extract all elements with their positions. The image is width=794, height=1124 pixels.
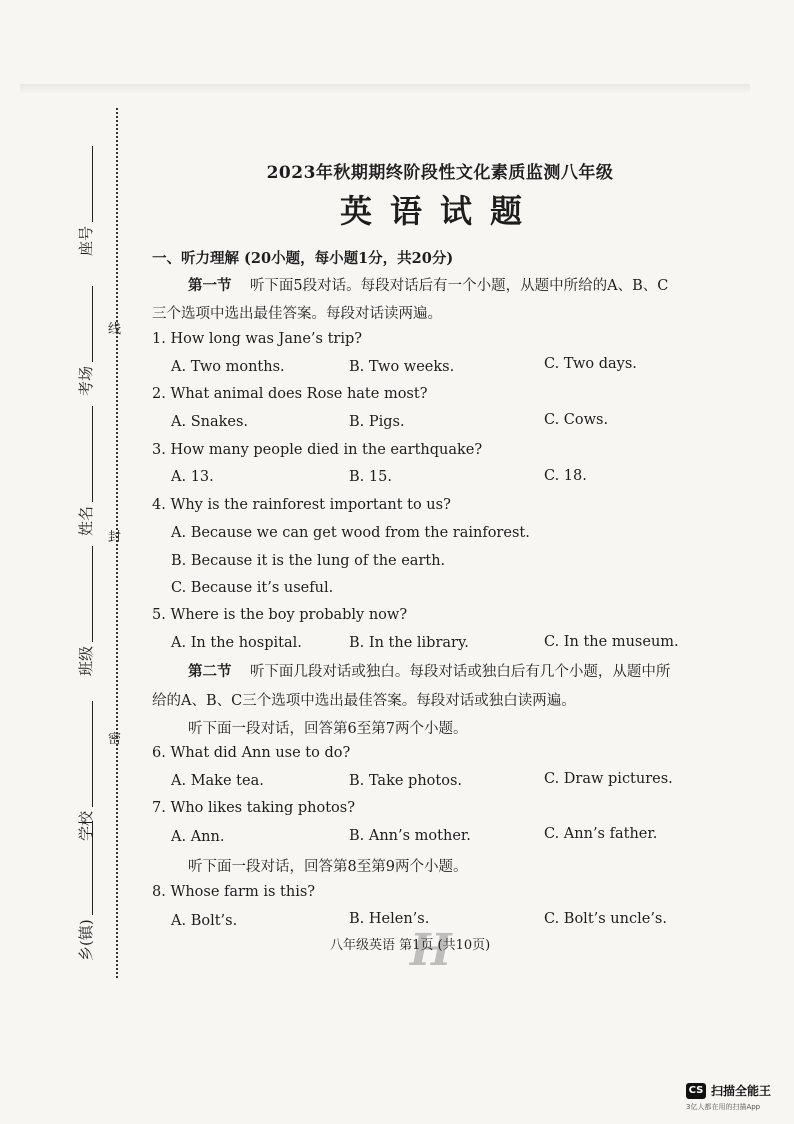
part1-instruction <box>188 274 668 295</box>
township-label: 乡(镇) <box>76 919 95 961</box>
name-field[interactable] <box>74 406 96 536</box>
dialog-8-9-instruction: 听下面一段对话，回答第8至第9两个小题。 <box>188 859 468 875</box>
q5-option-a: A. In the hospital. <box>171 635 302 651</box>
seat-number-label: 座号 <box>76 225 95 256</box>
question-3: 3. How many people died in the earthquake? <box>152 442 483 458</box>
exam-title: 英语试题 <box>339 192 540 230</box>
watermark-letter: H <box>410 925 452 976</box>
exam-subtitle: 2023年秋期期终阶段性文化素质监测八年级 <box>266 163 614 183</box>
name-label: 姓名 <box>76 505 95 536</box>
scan-band <box>20 84 750 94</box>
page-footer: 八年级英语 第1页 (共10页) <box>330 938 491 953</box>
question-2: 2. What animal does Rose hate most? <box>152 386 428 402</box>
q1-option-b: B. Two weeks. <box>349 359 455 375</box>
question-4: 4. Why is the rainforest important to us? <box>152 497 451 513</box>
question-6: 6. What did Ann use to do? <box>152 745 351 761</box>
question-5: 5. Where is the boy probably now? <box>152 607 408 623</box>
q2-option-c: C. Cows. <box>544 412 609 428</box>
part2-instruction-b: 给的A、B、C三个选项中选出最佳答案。每段对话或独白读两遍。 <box>152 693 576 709</box>
scanner-badge <box>686 1082 771 1099</box>
question-1: 1. How long was Jane’s trip? <box>152 331 363 347</box>
scanner-name: 扫描全能王 <box>711 1084 772 1098</box>
part1-label: 第一节 <box>188 277 232 294</box>
q8-option-c: C. Bolt’s uncle’s. <box>544 911 667 927</box>
q5-option-c: C. In the museum. <box>544 634 679 650</box>
school-label: 学校 <box>76 810 95 841</box>
township-field[interactable] <box>74 821 96 961</box>
dialog-6-7-instruction: 听下面一段对话，回答第6至第7两个小题。 <box>188 721 468 737</box>
seat-number-field[interactable] <box>74 146 96 256</box>
q2-option-a: A. Snakes. <box>171 414 249 430</box>
q4-option-a: A. Because we can get wood from the rainforest. <box>171 525 530 541</box>
question-8: 8. Whose farm is this? <box>152 884 316 900</box>
q6-option-b: B. Take photos. <box>349 773 462 789</box>
q3-option-a: A. 13. <box>171 469 214 485</box>
school-field[interactable] <box>74 701 96 841</box>
q8-option-b: B. Helen’s. <box>349 911 430 927</box>
q8-option-a: A. Bolt’s. <box>171 913 238 929</box>
q5-option-b: B. In the library. <box>349 635 469 651</box>
part2-label: 第二节 <box>188 663 232 680</box>
q1-option-a: A. Two months. <box>171 359 285 375</box>
exam-room-field[interactable] <box>74 286 96 396</box>
seal-mark-secret: 密 <box>108 732 122 747</box>
scanner-tagline: 3亿人都在用的扫描App <box>686 1103 761 1111</box>
q7-option-c: C. Ann’s father. <box>544 826 658 842</box>
exam-room-label: 考场 <box>76 365 95 396</box>
q7-option-a: A. Ann. <box>171 829 225 845</box>
part1-instruction-b: 三个选项中选出最佳答案。每段对话读两遍。 <box>152 306 442 322</box>
part2-instruction-a: 听下面几段对话或独白。每段对话或独白后有几个小题，从题中所 <box>249 664 671 680</box>
q3-option-c: C. 18. <box>544 468 587 484</box>
q6-option-a: A. Make tea. <box>171 773 264 789</box>
section-heading: 一、听力理解 (20小题，每小题1分，共20分) <box>152 250 454 267</box>
part1-instruction-a: 听下面5段对话。每段对话后有一个小题，从题中所给的A、B、C <box>249 278 669 294</box>
q4-option-c: C. Because it’s useful. <box>171 580 334 596</box>
class-field[interactable] <box>74 546 96 676</box>
seal-mark-line: 线 <box>108 322 122 337</box>
q6-option-c: C. Draw pictures. <box>544 771 673 787</box>
q4-option-b: B. Because it is the lung of the earth. <box>171 553 446 569</box>
q3-option-b: B. 15. <box>349 469 392 485</box>
part2-instruction <box>188 660 670 681</box>
q7-option-b: B. Ann’s mother. <box>349 828 471 844</box>
q1-option-c: C. Two days. <box>544 356 637 372</box>
q2-option-b: B. Pigs. <box>349 414 405 430</box>
question-7: 7. Who likes taking photos? <box>152 800 355 816</box>
camscanner-icon: CS <box>686 1083 706 1099</box>
seal-mark-seal: 封 <box>108 530 122 545</box>
class-label: 班级 <box>76 645 95 676</box>
